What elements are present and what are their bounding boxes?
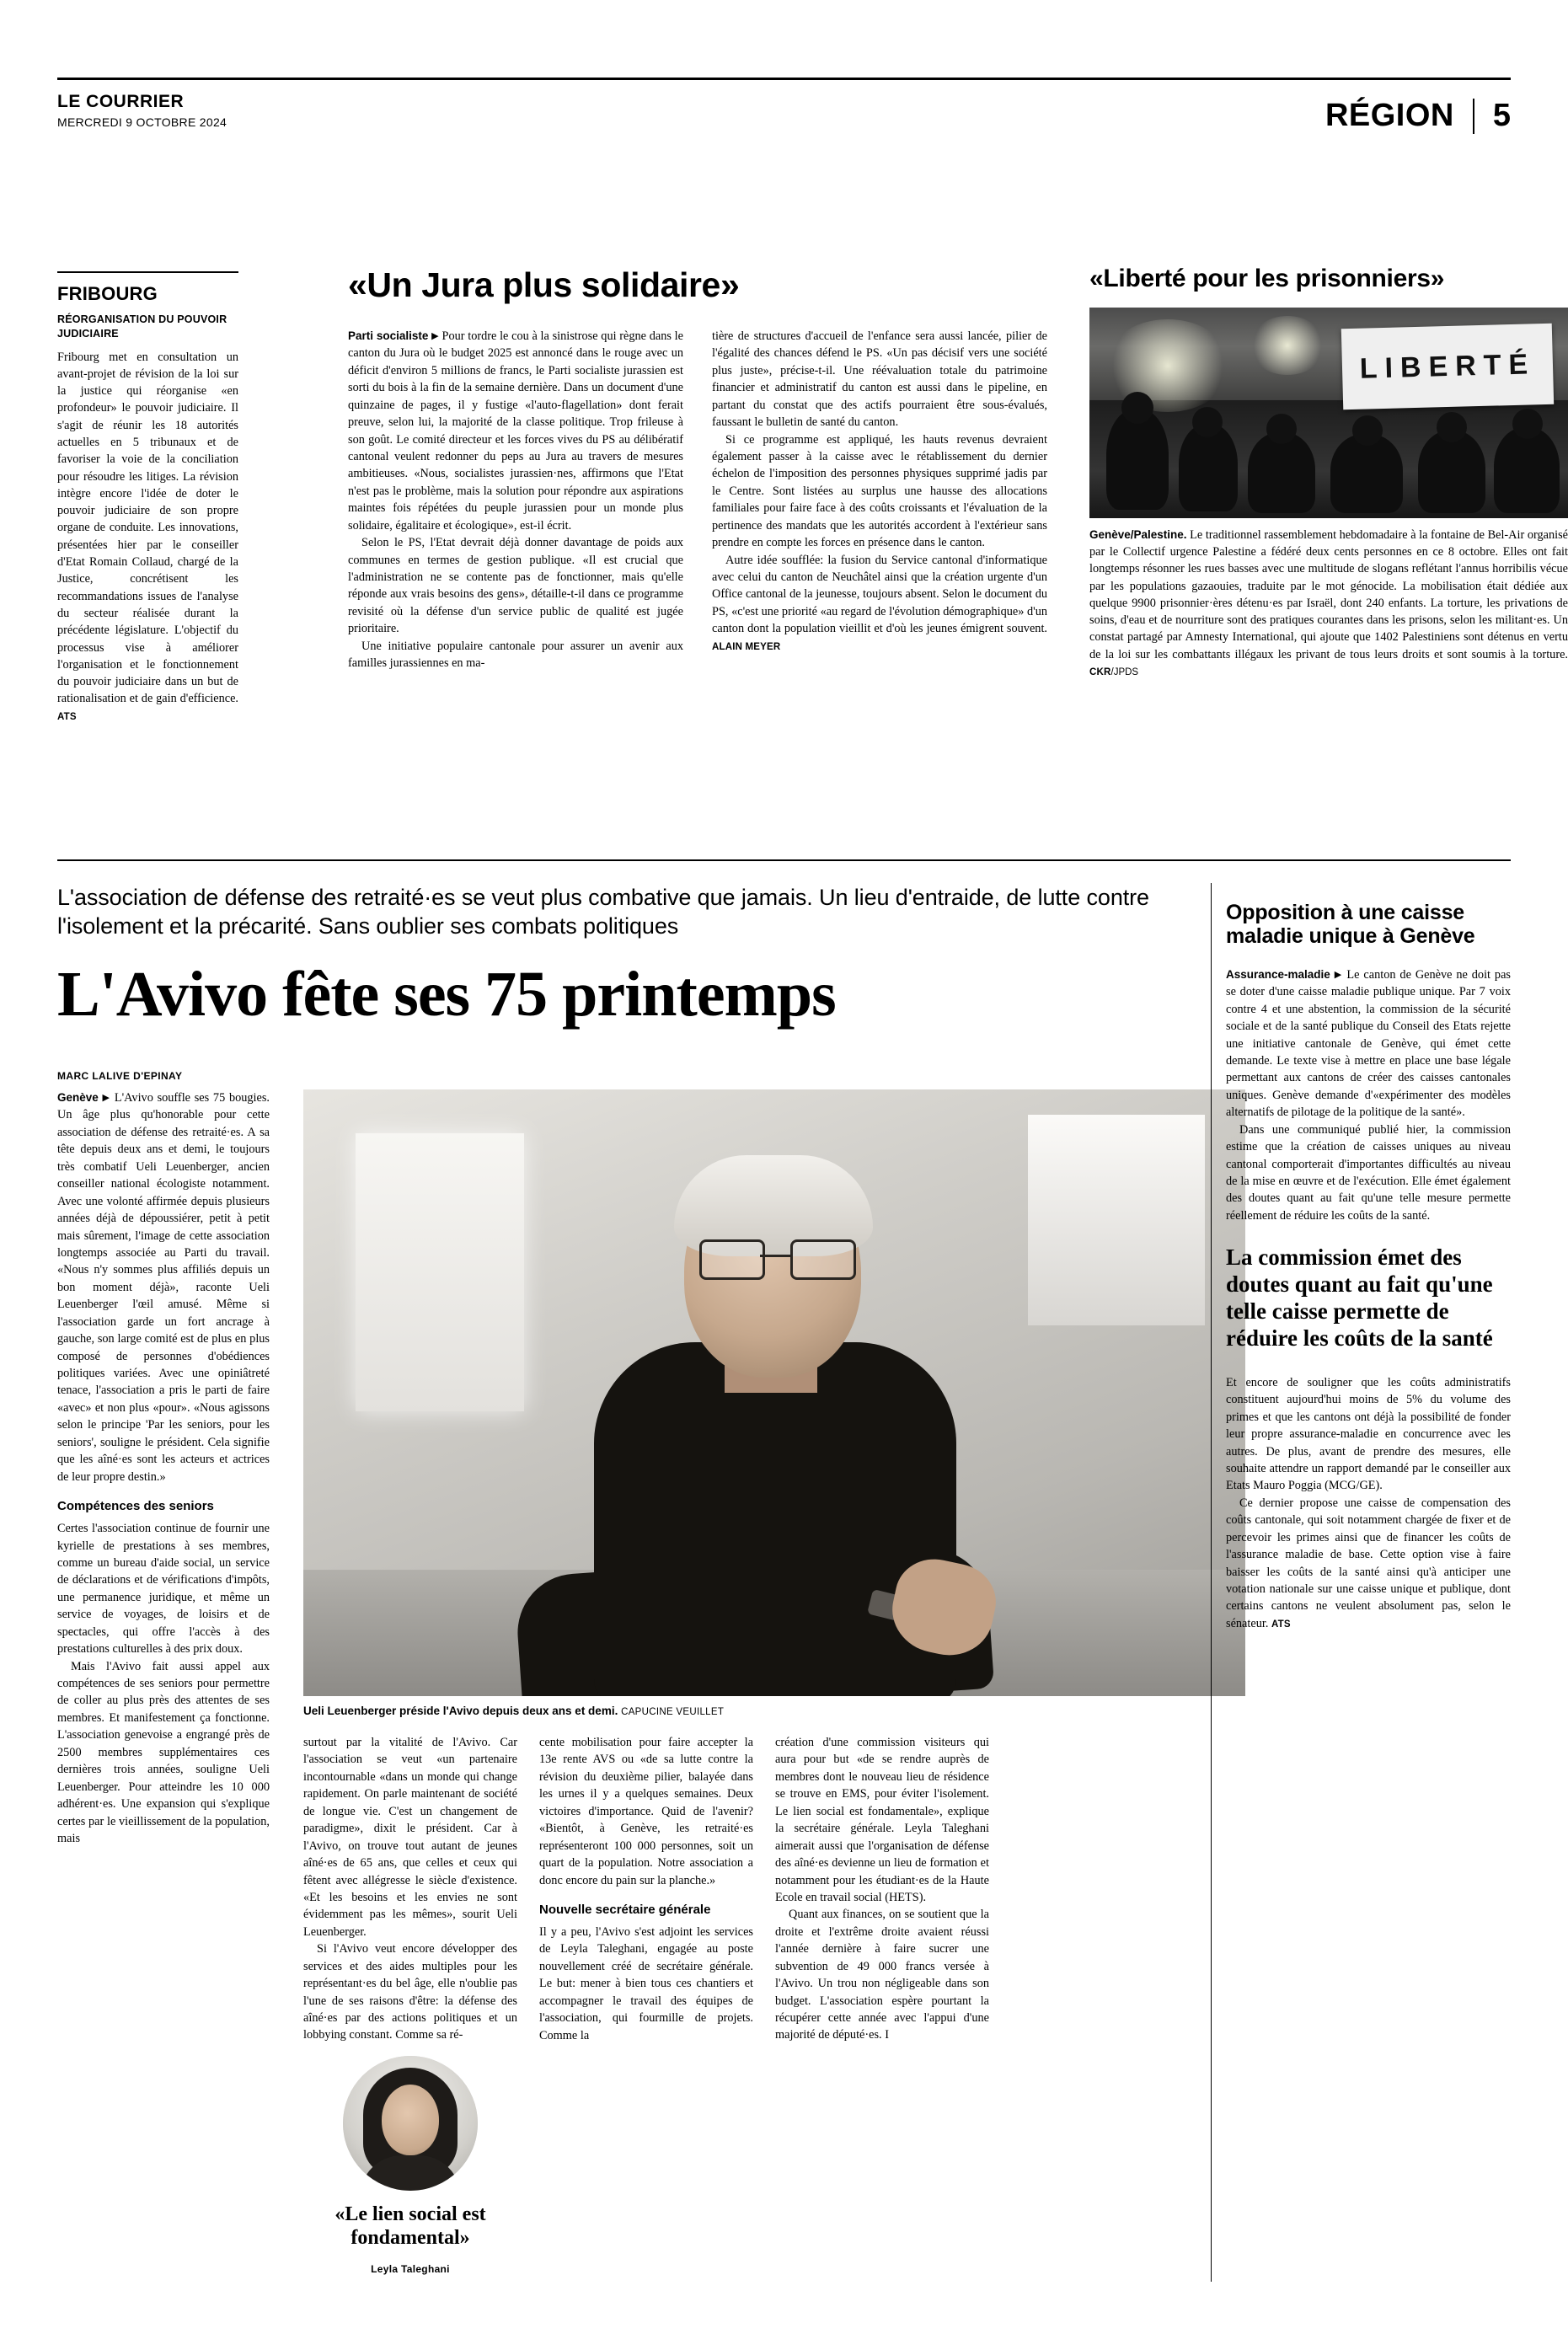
- portrait-photo-credit: CAPUCINE VEUILLET: [621, 1707, 725, 1717]
- sidebar-lead-label: Assurance-maladie: [1226, 967, 1330, 981]
- glasses-lens: [790, 1239, 856, 1280]
- brief-signature: ATS: [57, 711, 77, 722]
- feature-bottom-column-3: [775, 1734, 989, 2285]
- feature-main: [57, 883, 1245, 1082]
- glasses-lens: [699, 1239, 765, 1280]
- paragraph: Si l'Avivo veut encore développer des services et des aides multiples pour les représentant·es du bel âge, elle n'oublie pas l'une de ses raisons d'être: la défense des aîné·es par des actions politiques et un lobbying constant. Comme sa ré-: [303, 1942, 517, 2042]
- caption-text: Ueli Leuenberger préside l'Avivo depuis deux ans et demi.: [303, 1705, 618, 1717]
- paragraph-text: Autre idée soufflée: la fusion du Service cantonal d'informatique avec celui du canton de Neuchâtel ainsi que la création urgente d'un Office cantonal de la jeunesse, toujours absent. Selon le document du PS, «c'est une priorité «au regard de l'évolution démographique» d'un canton dont la population vieillit et d'où les jeunes émigrent souvent.: [712, 553, 1047, 636]
- publication-date: MERCREDI 9 OCTOBRE 2024: [57, 115, 227, 129]
- feature-standfirst: L'association de défense des retraité·es se veut plus combative que jamais. Un lieu d'entraide, de lutte contre l'isolement et la précarité. Sans oublier ses combats politiques: [57, 885, 1149, 939]
- glasses-bridge: [760, 1255, 790, 1257]
- article-jura: [348, 244, 1047, 672]
- portrait-window: [1028, 1115, 1205, 1325]
- jura-headline: «Un Jura plus solidaire»: [348, 265, 740, 305]
- portrait-torso: [594, 1342, 956, 1696]
- paragraph: Certes l'association continue de fournir une kyrielle de prestations à ses membres, comme un bureau d'aide social, un service de déclarations et de vérifications d'impôts, une permanence juridique, et même un service de voyages, de loisirs et de spectacles, qui offre l'accès à des prestations culturelles à des prix doux.: [57, 1522, 270, 1657]
- sidebar-pullquote: La commission émet des doutes quant au fait qu'une telle caisse permette de réduire les coûts de la santé: [1226, 1244, 1493, 1351]
- protester-figure: [1494, 427, 1560, 513]
- subheading: Compétences des seniors: [57, 1499, 214, 1514]
- portrait-window: [356, 1133, 524, 1411]
- article-liberte: [1089, 244, 1568, 680]
- liberte-caption: [1089, 527, 1568, 681]
- protester-head: [1266, 414, 1297, 444]
- caption-lead: Genève/Palestine.: [1089, 527, 1187, 541]
- photo-light-glow: [1250, 316, 1325, 375]
- paragraph: [348, 328, 683, 534]
- masthead-divider: [1473, 99, 1474, 134]
- sidebar-signature: ATS: [1271, 1619, 1291, 1630]
- paragraph-text: Ce dernier propose une caisse de compensation des coûts cantonale, qui soit notamment chargée de fixer et de percevoir les primes ainsi que de financer les coûts de l'assurance maladie de base. Cette option vise à faire baisser les coûts de la santé ainsi qu'à anticiper une votation nationale sur une caisse unique et publique, dont certains cantons ne veulent absolument pas, selon le sénateur.: [1226, 1496, 1511, 1630]
- feature-bottom-column-2: [539, 1734, 753, 2285]
- paragraph: surtout par la vitalité de l'Avivo. Car l'association se veut «un partenaire incontournable «dans un monde qui change rapidement. On parle maintenant de société de longue vie. C'est un changement de paradigme», dixit le président. Car à l'Avivo, on trouve tout autant de jeunes aîné·es de 65 ans, que celles et ceux qui fêtent avec allégresse le siècle d'existence. «Et les besoins et les envies ne sont évidemment pas les mêmes», sourit Ueli Leuenberger.: [303, 1736, 517, 1939]
- paragraph: [1226, 966, 1511, 1121]
- jura-byline: ALAIN MEYER: [712, 641, 781, 652]
- brief-city-label: FRIBOURG: [57, 283, 158, 304]
- section-title: RÉGION: [1325, 98, 1454, 133]
- paragraph: Il y a peu, l'Avivo s'est adjoint les services de Leyla Taleghani, engagée au poste nouvellement créé de secrétaire générale. Le but: mener à bien tous ces chantiers et accompagner le travail des équipes de l'association, qui fourmille de projets. Comme la: [539, 1924, 753, 2042]
- protester-figure: [1330, 434, 1403, 513]
- paragraph: cente mobilisation pour faire accepter la 13e rente AVS ou «de sa lutte contre la révision du deuxième pilier, balayée dans les urnes il y a quelques semaines. Deux victoires d'importance. Quid de l'avenir? «Bientôt, à Genève, les retraité·es représenteront 100 000 personnes, soit un quart de la population. Notre association a donc encore du pain sur la planche.»: [539, 1736, 753, 1887]
- brief-text: Fribourg met en consultation un avant-projet de révision de la loi sur la justice qui réorganise «en profondeur» le pouvoir judiciaire. Il s'agit de réunir les 18 autorités actuelles en 5 tribunaux et de favoriser la voie de la conciliation pour résoudre les litiges. La révision intègre encore l'idée de doter le pouvoir judiciaire de son propre organe de conduite. Les innovations, présentées hier par le conseiller d'Etat Romain Collaud, chargé de la Justice, concrétisent les recommandations issues de l'analyse du secteur réalisée durant la précédente législature. L'objectif du processus vise à améliorer l'organisation et le fonctionnement du pouvoir judiciaire dans un but de rationalisation et de gain d'efficience.: [57, 350, 238, 706]
- jura-lead-label: Parti socialiste: [348, 329, 429, 342]
- paragraph: Et encore de souligner que les coûts administratifs constituent aujourd'hui moins de 5% du volume des primes et que les cantons ont déjà la possibilité de fonder leur propre assurance-maladie en concurrence avec les autres. De plus, avant de prendre des mesures, elle souhaite attendre un rapport demandé par le conseiller aux Etats Mauro Poggia (MCG/GE).: [1226, 1375, 1511, 1493]
- protester-head: [1352, 415, 1383, 446]
- photo-credit-suffix: /JPDS: [1110, 667, 1139, 678]
- jura-columns: [348, 328, 1047, 672]
- paragraph: Mais l'Avivo fait aussi appel aux compétences de ses seniors pour permettre de coller au plus près des attentes de ses membres. Et manifestement ça fonctionne. L'association genevoise a engrangé près de 2500 membres supplémentaires ces dernières trois années, souligne Ueli Leuenberger. Pour atteindre les 10 000 adhérent·es. Une expansion qui s'explique certes par le vieillissement de la population, mais: [57, 1659, 270, 1845]
- portrait-face: [382, 2085, 439, 2155]
- arrow-icon: ▶: [102, 1093, 111, 1103]
- paragraph: création d'une commission visiteurs qui aura pour but «de se rendre auprès de membres dont le nouveau lieu de résidence se trouve en EMS, pour éviter l'isolement. Le lien social est fondamentale», explique la secrétaire générale. Leyla Taleghani aimerait aussi que l'organisation de défense des aîné·es devienne un lieu de formation et notamment pour les étudiant·es de la Haute Ecole en travail social (HETS).: [775, 1736, 989, 1904]
- pullquote-attribution: Leyla Taleghani: [371, 2262, 450, 2275]
- paragraph: Si ce programme est appliqué, les hauts revenus devraient également passer à la caisse avec le rétablissement du dernier échelon de l'imposition des personnes physiques supprimé jadis par le Centre. Sont listées au surplus une hausse des allocations familiales pour faire face à des coûts croissants et l'évaluation de la pertinence des mandats que les autorités accordent à l'extérieur sans prendre en compte les forces en présence dans le canton.: [712, 432, 1047, 550]
- brief-kicker: RÉORGANISATION DU POUVOIR JUDICIAIRE: [57, 313, 227, 340]
- jura-column-2: [712, 328, 1047, 672]
- secretary-portrait: [343, 2056, 478, 2191]
- paragraph: [1226, 1495, 1511, 1633]
- feature-bottom-columns: [303, 1734, 1245, 2285]
- protester-head: [1512, 409, 1543, 439]
- protester-figure: [1106, 409, 1169, 510]
- sidebar-body: [1226, 966, 1511, 1225]
- feature-bottom-column-1: [303, 1734, 517, 2285]
- top-block: [57, 244, 1568, 834]
- sidebar-article: [1226, 883, 1511, 1632]
- paragraph-text: Le canton de Genève ne doit pas se doter d'une caisse maladie publique unique. Par 7 voix contre 4 et une abstention, la commission de la sécurité sociale et de la santé publique du Conseil des Etats rejette une initiative cantonale de Genève, qui émet cette demande. Le texte vise à mettre en place une base légale permettant aux cantons de créer des caisses cantonales uniques. Genève demande d'«expérimenter des modèles alternatifs de pilotage de la politique de la santé».: [1226, 967, 1511, 1120]
- section-divider: [57, 859, 1511, 861]
- sidebar-headline: Opposition à une caisse maladie unique à Genève: [1226, 900, 1475, 948]
- masthead: [57, 78, 1511, 133]
- paragraph: tière de structures d'accueil de l'enfance sera aussi lancée, pilier de l'égalité des chances défend le PS. «Un pas décisif vers une société plus juste», précise-t-il. Une réévaluation totale du patrimoine financier et administratif du canton est aussi dans le pipeline, en partant du constat que des actifs pourraient être sous-évalués, faussant le bulletin de santé du canton.: [712, 329, 1047, 430]
- feature-lead-label: Genève: [57, 1091, 99, 1104]
- paragraph: [712, 552, 1047, 656]
- masthead-left: [57, 92, 227, 129]
- paragraph: Quant aux finances, on se soutient que la droite et l'extrême droite avaient réussi l'année dernière à faire sucrer une subvention de 49 000 francs versée à l'Avivo. Un trou non négligeable dans son budget. L'association espère pourtant la récupérer cette année avec l'appui d'une majorité de député·es. I: [775, 1908, 989, 2042]
- masthead-right: [1325, 98, 1511, 134]
- protester-figure: [1418, 431, 1485, 513]
- paragraph-text: Pour tordre le cou à la sinistrose qui règne dans le canton du Jura où le budget 2025 est annoncé dans le rouge avec un déficit d'environ 5 millions de francs, le Parti socialiste jurassien est sorti du bois à la fin de la semaine dernière. Dans un document d'une quinzaine de pages, il y fustige «l'auto-flagellation» dont ferait preuve, selon lui, la majorité de la classe politique. Trop frileuse à son goût. Le comité directeur et les forces vives du PS au délibératif cantonal veulent redonner du peps au Jura au travers de mesures ambitieuses. «Nous, socialistes jurassien·nes, affirmons que l'Etat n'est pas le problème, mais la solution pour répondre aux aspirations maintes fois répétées du peuple jurassien pour un monde plus solidaire, égalitaire et écologique», est-il écrit.: [348, 329, 683, 533]
- paper-name: LE COURRIER: [57, 92, 185, 111]
- portrait-photo: [303, 1089, 1245, 1696]
- paragraph: Selon le PS, l'Etat devrait déjà donner davantage de poids aux communes en termes de gestion publique. «Il est crucial que l'administration ne se contente pas de fonctionner, mais qu'elle réponde aux vrais besoins des gens», détaille-t-il dans ce programme revisité où la défense d'un service public de qualité est jugée prioritaire.: [348, 536, 683, 636]
- glasses-icon: [699, 1239, 851, 1275]
- portrait-caption: [303, 1705, 1245, 1717]
- protester-head: [1437, 412, 1467, 442]
- paragraph: Dans une communiqué publié hier, la commission estime que la création de caisses uniques au niveau cantonal comporterait d'importantes difficultés au niveau de la mise en œuvre et de l'exécution. Elle émet également des doutes quant au fait qu'une telle mesure permette réellement de réduire les coûts de la santé.: [1226, 1122, 1511, 1223]
- paragraph: Une initiative populaire cantonale pour assurer un avenir aux familles jurassiennes en ma-: [348, 639, 683, 671]
- pullquote-text: «Le lien social est fondamental»: [334, 2203, 486, 2250]
- protest-photo: [1089, 308, 1568, 518]
- feature-column-1: [57, 1089, 270, 1847]
- paragraph-text: L'Avivo souffle ses 75 bougies. Un âge plus qu'honorable pour cette association de défense des retraité·es. A sa tête depuis deux ans et demi, le toujours très combatif Ueli Leuenberger, ancien conseiller national écologiste notamment. Avec une volonté affirmée depuis plusieurs années déjà de dépoussiérer, petit à petit mais sûrement, l'image de cette association longtemps associée au Parti du travail. «Nous n'y sommes plus affiliés depuis un bon moment déjà», raconte Ueli Leuenberger l'œil amusé. Même si l'association garde un fort ancrage à gauche, son large comité est de plus en plus composé de personnes d'obédiences politiques variées. Avec une opiniâtreté tenace, l'association a pris le parti de faire «avec» et non plus «pour». «Nous agissons selon le principe 'Par les seniors, pour les seniors', souligne le président. Cela signifie que les aîné·es sont les acteurs et actrices de leur propre destin.»: [57, 1091, 270, 1484]
- feature-byline: MARC LALIVE D'EPINAY: [57, 1070, 183, 1083]
- feature-headline: L'Avivo fête ses 75 printemps: [57, 959, 836, 1030]
- arrow-icon: ▶: [431, 330, 439, 341]
- protester-head: [1121, 392, 1153, 424]
- photo-credit: CKR: [1089, 667, 1111, 678]
- protester-figure: [1248, 432, 1315, 513]
- pullquote-block: [303, 2056, 517, 2277]
- arrow-icon: ▶: [1334, 969, 1343, 980]
- paragraph: [57, 1089, 270, 1485]
- subheading: Nouvelle secrétaire générale: [539, 1902, 711, 1917]
- sidebar-divider: [1211, 883, 1212, 2282]
- page-number: 5: [1492, 98, 1511, 133]
- jura-column-1: [348, 328, 683, 672]
- brief-body: [57, 349, 238, 725]
- sidebar-body-2: [1226, 1374, 1511, 1633]
- brief-fribourg: [57, 271, 238, 725]
- protest-banner: LIBERTÉ: [1341, 323, 1554, 409]
- brief-rule: [57, 271, 238, 273]
- liberte-headline: «Liberté pour les prisonniers»: [1089, 264, 1445, 292]
- caption-text: Le traditionnel rassemblement hebdomadaire à la fontaine de Bel-Air organisé par le Collectif urgence Palestine a fédéré deux cents personnes en ce 8 octobre. Elles ont fait longtemps résonner les rues basses avec une multitude de slogans reflétant l'annus horribilis vécue par les populations gazaouies, traduite par le mot génocide. La mobilisation était dédiée aux quelque 9900 prisonnier·ères détenu·es par Israël, dont 240 enfants. La torture, les privations de soins, d'eau et de nourriture sont des pratiques courantes dans les prisons, selon les militant·es. Un constat partagé par Amnesty International, qui ajoute que 1402 Palestiniens sont détenus en vertu de la loi sur les combattants illégaux les privant de tous leurs droits et sont soumis à la torture.: [1089, 527, 1568, 661]
- protester-head: [1192, 407, 1223, 437]
